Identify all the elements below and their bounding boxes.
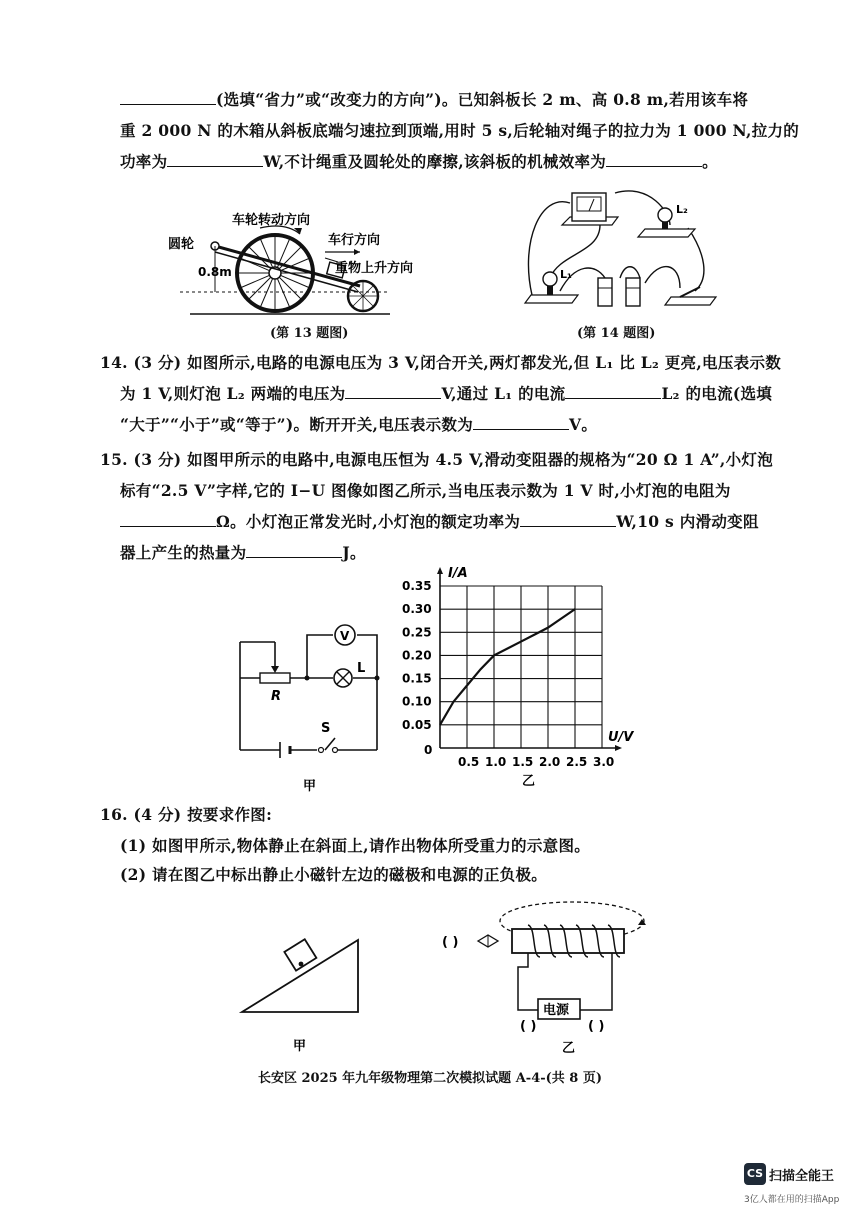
q14-line-2: 为 1 V,则灯泡 L₂ 两端的电压为 V,通过 L₁ 的电流 L₂ 的电流(选填 xyxy=(120,384,773,403)
graph-caption: 乙 xyxy=(522,774,536,789)
label-wheel-direction: 车轮转动方向 xyxy=(232,213,311,228)
q16-item-1: (1) 如图甲所示,物体静止在斜面上,请作出物体所受重力的示意图。 xyxy=(120,836,591,855)
power-source-label: 电源 xyxy=(543,1003,570,1018)
answer-blank[interactable] xyxy=(120,90,216,105)
y-axis-label: I/A xyxy=(448,566,468,581)
x-tick-label: 2.5 xyxy=(566,755,588,769)
incline-block-figure xyxy=(240,930,365,1055)
scanner-logo-icon: CS xyxy=(744,1163,766,1185)
answer-blank[interactable] xyxy=(473,415,569,430)
scanner-watermark xyxy=(744,1163,834,1185)
q13-cart-figure xyxy=(160,200,414,320)
label-l2: L₂ xyxy=(676,203,688,216)
label-height: 0.8m xyxy=(198,265,232,279)
voltmeter-symbol: V xyxy=(340,629,350,643)
answer-blank[interactable] xyxy=(606,152,702,167)
scanner-app-name: 扫描全能王 xyxy=(769,1168,835,1184)
label-l1: L₁ xyxy=(560,268,572,281)
q14-line-1: 14. (3 分) 如图所示,电路的电源电压为 3 V,闭合开关,两灯都发光,但 L₁ 比 L₂ 更亮,电压表示数 xyxy=(100,353,782,372)
needle-pole-blank[interactable]: ( ) xyxy=(442,935,459,950)
x-tick-label: 1.0 xyxy=(485,755,507,769)
label-round-wheel: 圆轮 xyxy=(168,237,195,252)
q13-line-2: 重 2 000 N 的木箱从斜板底端匀速拉到顶端,用时 5 s,后轮轴对绳子的拉力为 1 000 N,拉力的 xyxy=(120,121,800,140)
label-lift-direction: 重物上升方向 xyxy=(335,261,414,276)
label-car-direction: 车行方向 xyxy=(328,233,381,248)
fig-b-caption: 乙 xyxy=(562,1041,576,1056)
answer-blank[interactable] xyxy=(167,152,263,167)
circuit-caption: 甲 xyxy=(303,779,317,794)
y-axis-arrow-icon xyxy=(437,567,443,574)
y-tick-label: 0.10 xyxy=(402,694,432,709)
x-tick-label: 2.0 xyxy=(539,755,561,769)
source-right-pole-blank[interactable]: ( ) xyxy=(588,1019,605,1034)
q14-line-3: “大于”“小于”或“等于”)。断开开关,电压表示数为 V。 xyxy=(120,415,598,434)
x-tick-label: 0.5 xyxy=(458,755,480,769)
source-left-pole-blank[interactable]: ( ) xyxy=(520,1019,537,1034)
answer-blank[interactable] xyxy=(120,512,216,527)
q15-line-2: 标有“2.5 V”字样,它的 I−U 图像如图乙所示,当电压表示数为 1 V 时,小灯泡的电阻为 xyxy=(120,481,731,500)
y-tick-label: 0.15 xyxy=(402,671,432,686)
y-tick-label: 0.05 xyxy=(402,717,432,732)
origin-label: 0 xyxy=(424,743,433,757)
q16-title: 16. (4 分) 按要求作图: xyxy=(100,805,273,824)
answer-blank[interactable] xyxy=(520,512,616,527)
solenoid-figure xyxy=(440,895,645,1055)
q15-line-4: 器上产生的热量为 J。 xyxy=(120,543,366,562)
y-tick-label: 0.30 xyxy=(402,602,432,617)
iu-graph xyxy=(400,565,634,795)
q14-circuit-figure xyxy=(520,183,720,318)
q13-line-3: 功率为 W,不计绳重及圆轮处的摩擦,该斜板的机械效率为 。 xyxy=(120,152,718,171)
x-tick-label: 1.5 xyxy=(512,755,534,769)
q15-line-3: Ω。小灯泡正常发光时,小灯泡的额定功率为 W,10 s 内滑动变阻 xyxy=(120,510,759,532)
label-rheostat: R xyxy=(271,689,282,704)
x-tick-label: 3.0 xyxy=(593,755,615,769)
answer-blank[interactable] xyxy=(246,543,342,558)
y-tick-label: 0.35 xyxy=(402,579,432,593)
answer-blank[interactable] xyxy=(345,384,441,399)
q15-circuit-diagram xyxy=(235,620,385,795)
label-lamp: L xyxy=(357,661,366,676)
page-footer: 长安区 2025 年九年级物理第二次模拟试题 A-4-(共 8 页) xyxy=(257,1071,603,1086)
x-axis-label: U/V xyxy=(608,730,634,745)
q13-caption: (第 13 题图) xyxy=(270,326,349,341)
q14-caption: (第 14 题图) xyxy=(577,326,656,341)
x-axis-arrow-icon xyxy=(615,745,622,751)
q16-item-2: (2) 请在图乙中标出静止小磁针左边的磁极和电源的正负极。 xyxy=(120,865,548,884)
label-switch: S xyxy=(321,721,331,736)
fig-a-caption: 甲 xyxy=(293,1039,307,1054)
y-tick-label: 0.25 xyxy=(402,625,432,640)
q15-line-1: 15. (3 分) 如图甲所示的电路中,电源电压恒为 4.5 V,滑动变阻器的规格为“20 Ω 1 A”,小灯泡 xyxy=(100,450,774,469)
q13-line-1: (选填“省力”或“改变力的方向”)。已知斜板长 2 m、高 0.8 m,若用该车将 xyxy=(120,88,748,110)
y-tick-label: 0.20 xyxy=(402,648,432,663)
iu-curve xyxy=(440,609,575,725)
scanner-tagline: 3亿人都在用的扫描App xyxy=(744,1195,840,1205)
answer-blank[interactable] xyxy=(565,384,661,399)
